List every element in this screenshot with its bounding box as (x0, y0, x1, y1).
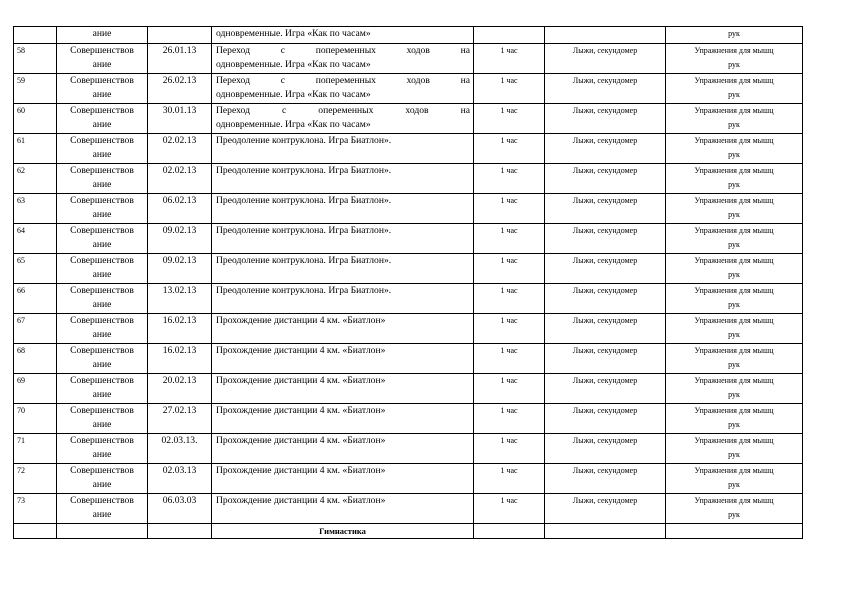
notes-line-2: рук (728, 150, 740, 159)
type-cell (57, 314, 148, 344)
type-cell (57, 134, 148, 164)
equipment-cell: Лыжи, секундомер (545, 344, 666, 374)
topic-cell (212, 254, 474, 284)
continuation-row (14, 27, 803, 44)
notes-cell (666, 44, 803, 74)
num-cell: 65 (14, 254, 57, 284)
notes-line-2: рук (728, 390, 740, 399)
equipment-cell: Лыжи, секундомер (545, 254, 666, 284)
notes-line-1: Упражнения для мышц (694, 166, 774, 175)
notes-cell (666, 134, 803, 164)
notes-line-1: Упражнения для мышц (694, 316, 774, 325)
date-cell: 20.02.13 (148, 374, 212, 404)
type-cell (57, 464, 148, 494)
type-line-1: Совершенствов (70, 45, 134, 56)
table-body (14, 27, 803, 539)
topic-line-1: Переход с попеременных ходов на (216, 45, 470, 56)
topic-line-1: Преодоление контруклона. Игра Биатлон». (216, 195, 392, 206)
type-line-1: Совершенствов (70, 255, 134, 266)
type-line-2: ание (92, 329, 112, 340)
topic-cell (212, 434, 474, 464)
topic-cell (212, 134, 474, 164)
topic-line-1: Преодоление контруклона. Игра Биатлон». (216, 225, 392, 236)
type-cell (57, 104, 148, 134)
notes-cell (666, 284, 803, 314)
topic-line-1: Прохождение дистанции 4 км. «Биатлон» (216, 405, 386, 416)
equipment-cell (545, 524, 666, 539)
type-cell (57, 254, 148, 284)
topic-line-2: одновременные. Игра «Как по часам» (216, 119, 371, 130)
topic-line-1: Прохождение дистанции 4 км. «Биатлон» (216, 435, 386, 446)
notes-line-1: Упражнения для мышц (694, 406, 774, 415)
topic-cell (212, 194, 474, 224)
type-line-2: ание (92, 359, 112, 370)
table-row (14, 134, 803, 164)
topic-line-2: одновременные. Игра «Как по часам» (216, 89, 371, 100)
equipment-cell: Лыжи, секундомер (545, 374, 666, 404)
notes-line-1: Упражнения для мышц (694, 346, 774, 355)
hours-cell: 1 час (474, 464, 545, 494)
type-line-1: Совершенствов (70, 165, 134, 176)
topic-line-1: Прохождение дистанции 4 км. «Биатлон» (216, 345, 386, 356)
num-cell: 60 (14, 104, 57, 134)
num-cell: 62 (14, 164, 57, 194)
table-row (14, 374, 803, 404)
date-cell: 09.02.13 (148, 254, 212, 284)
table-row (14, 104, 803, 134)
topic-cell (212, 404, 474, 434)
notes-cell (666, 374, 803, 404)
table-row (14, 194, 803, 224)
notes-cell (666, 164, 803, 194)
type-line-1: Совершенствов (70, 75, 134, 86)
notes-line-1: Упражнения для мышц (694, 46, 774, 55)
topic-line-1: Прохождение дистанции 4 км. «Биатлон» (216, 495, 386, 506)
hours-cell (474, 524, 545, 539)
notes-line-2: рук (728, 510, 740, 519)
table-row (14, 344, 803, 374)
notes-line-1: Упражнения для мышц (694, 196, 774, 205)
topic-cell (212, 344, 474, 374)
equipment-cell: Лыжи, секундомер (545, 314, 666, 344)
type-line-1: Совершенствов (70, 195, 134, 206)
notes-line-2: рук (728, 330, 740, 339)
notes-cell (666, 494, 803, 524)
notes-line-2: рук (728, 360, 740, 369)
date-cell: 27.02.13 (148, 404, 212, 434)
type-line-1: Совершенствов (70, 345, 134, 356)
notes-line-1: Упражнения для мышц (694, 376, 774, 385)
table-row (14, 494, 803, 524)
type-cell: ание (57, 27, 148, 44)
hours-cell: 1 час (474, 344, 545, 374)
notes-line-2: рук (728, 90, 740, 99)
topic-cell (212, 494, 474, 524)
table-row (14, 224, 803, 254)
hours-cell: 1 час (474, 134, 545, 164)
hours-cell: 1 час (474, 434, 545, 464)
topic-line-1: Переход с опеременных ходов на (216, 105, 470, 116)
topic-cell: одновременные. Игра «Как по часам» (212, 27, 474, 44)
notes-line-2: рук (728, 60, 740, 69)
notes-line-1: Упражнения для мышц (694, 436, 774, 445)
table-row (14, 164, 803, 194)
topic-cell (212, 464, 474, 494)
notes-cell (666, 74, 803, 104)
type-line-2: ание (92, 449, 112, 460)
date-cell: 06.02.13 (148, 194, 212, 224)
topic-line-1: Прохождение дистанции 4 км. «Биатлон» (216, 315, 386, 326)
equipment-cell: Лыжи, секундомер (545, 434, 666, 464)
num-cell: 64 (14, 224, 57, 254)
hours-cell: 1 час (474, 224, 545, 254)
type-line-2: ание (92, 419, 112, 430)
type-line-1: Совершенствов (70, 495, 134, 506)
date-cell: 02.02.13 (148, 164, 212, 194)
notes-cell (666, 224, 803, 254)
num-cell: 67 (14, 314, 57, 344)
notes-line-2: рук (728, 120, 740, 129)
type-cell (57, 344, 148, 374)
equipment-cell: Лыжи, секундомер (545, 494, 666, 524)
topic-cell (212, 74, 474, 104)
type-line-1: Совершенствов (70, 135, 134, 146)
type-cell (57, 434, 148, 464)
hours-cell: 1 час (474, 314, 545, 344)
hours-cell: 1 час (474, 164, 545, 194)
date-cell: 30.01.13 (148, 104, 212, 134)
type-line-2: ание (92, 239, 112, 250)
type-cell (57, 44, 148, 74)
hours-cell: 1 час (474, 404, 545, 434)
notes-cell (666, 194, 803, 224)
lesson-plan-table (13, 26, 803, 539)
equipment-cell (545, 27, 666, 44)
table-row (14, 74, 803, 104)
type-line-2: ание (92, 149, 112, 160)
topic-line-1: Преодоление контруклона. Игра Биатлон». (216, 165, 392, 176)
num-cell (14, 27, 57, 44)
equipment-cell: Лыжи, секундомер (545, 74, 666, 104)
notes-cell (666, 314, 803, 344)
notes-line-1: Упражнения для мышц (694, 496, 774, 505)
equipment-cell: Лыжи, секундомер (545, 194, 666, 224)
date-cell: 02.03.13 (148, 464, 212, 494)
notes-cell (666, 434, 803, 464)
num-cell: 73 (14, 494, 57, 524)
topic-cell (212, 104, 474, 134)
date-cell: 06.03.03 (148, 494, 212, 524)
notes-line-2: рук (728, 480, 740, 489)
topic-line-1: Переход с попеременных ходов на (216, 75, 470, 86)
notes-cell: рук (666, 27, 803, 44)
equipment-cell: Лыжи, секундомер (545, 284, 666, 314)
notes-line-1: Упражнения для мышц (694, 466, 774, 475)
notes-line-1: Упражнения для мышц (694, 106, 774, 115)
notes-line-2: рук (728, 270, 740, 279)
type-line-2: ание (92, 209, 112, 220)
num-cell: 59 (14, 74, 57, 104)
type-line-1: Совершенствов (70, 435, 134, 446)
hours-cell: 1 час (474, 194, 545, 224)
type-cell (57, 284, 148, 314)
notes-cell (666, 344, 803, 374)
type-line-2: ание (92, 179, 112, 190)
type-line-1: Совершенствов (70, 465, 134, 476)
hours-cell: 1 час (474, 284, 545, 314)
type-cell (57, 494, 148, 524)
topic-line-1: Прохождение дистанции 4 км. «Биатлон» (216, 375, 386, 386)
date-cell: 13.02.13 (148, 284, 212, 314)
date-cell: 26.01.13 (148, 44, 212, 74)
type-cell (57, 374, 148, 404)
topic-cell (212, 164, 474, 194)
type-line-1: Совершенствов (70, 105, 134, 116)
type-line-2: ание (92, 89, 112, 100)
type-line-2: ание (92, 479, 112, 490)
num-cell: 72 (14, 464, 57, 494)
notes-cell (666, 254, 803, 284)
notes-line-1: Упражнения для мышц (694, 226, 774, 235)
date-cell: 16.02.13 (148, 314, 212, 344)
notes-cell (666, 404, 803, 434)
num-cell: 71 (14, 434, 57, 464)
notes-cell (666, 524, 803, 539)
type-line-1: Совершенствов (70, 375, 134, 386)
table-row (14, 284, 803, 314)
notes-line-2: рук (728, 300, 740, 309)
topic-cell (212, 284, 474, 314)
equipment-cell: Лыжи, секундомер (545, 224, 666, 254)
type-cell (57, 404, 148, 434)
hours-cell: 1 час (474, 104, 545, 134)
notes-line-1: Упражнения для мышц (694, 136, 774, 145)
topic-cell (212, 374, 474, 404)
num-cell: 68 (14, 344, 57, 374)
type-cell (57, 224, 148, 254)
num-cell: 63 (14, 194, 57, 224)
num-cell: 58 (14, 44, 57, 74)
table-row (14, 314, 803, 344)
topic-line-1: Преодоление контруклона. Игра Биатлон». (216, 135, 392, 146)
topic-cell (212, 224, 474, 254)
type-line-1: Совершенствов (70, 315, 134, 326)
type-cell (57, 74, 148, 104)
type-cell (57, 524, 148, 539)
type-line-2: ание (92, 269, 112, 280)
num-cell: 70 (14, 404, 57, 434)
topic-cell (212, 314, 474, 344)
section-row (14, 524, 803, 539)
date-cell (148, 27, 212, 44)
type-line-1: Совершенствов (70, 225, 134, 236)
date-cell (148, 524, 212, 539)
notes-cell (666, 464, 803, 494)
notes-line-2: рук (728, 450, 740, 459)
hours-cell: 1 час (474, 494, 545, 524)
date-cell: 09.02.13 (148, 224, 212, 254)
notes-line-1: Упражнения для мышц (694, 76, 774, 85)
date-cell: 26.02.13 (148, 74, 212, 104)
topic-line-2: одновременные. Игра «Как по часам» (216, 59, 371, 70)
equipment-cell: Лыжи, секундомер (545, 464, 666, 494)
num-cell: 61 (14, 134, 57, 164)
table-row (14, 254, 803, 284)
type-cell (57, 164, 148, 194)
type-cell (57, 194, 148, 224)
num-cell: 69 (14, 374, 57, 404)
hours-cell: 1 час (474, 374, 545, 404)
date-cell: 02.03.13. (148, 434, 212, 464)
topic-line-1: Преодоление контруклона. Игра Биатлон». (216, 285, 392, 296)
equipment-cell: Лыжи, секундомер (545, 164, 666, 194)
type-line-2: ание (92, 299, 112, 310)
date-cell: 16.02.13 (148, 344, 212, 374)
type-line-2: ание (92, 389, 112, 400)
topic-cell (212, 44, 474, 74)
type-line-2: ание (92, 59, 112, 70)
type-line-2: ание (92, 119, 112, 130)
hours-cell: 1 час (474, 254, 545, 284)
equipment-cell: Лыжи, секундомер (545, 134, 666, 164)
notes-line-2: рук (728, 420, 740, 429)
topic-line-1: Преодоление контруклона. Игра Биатлон». (216, 255, 392, 266)
hours-cell: 1 час (474, 44, 545, 74)
table-row (14, 434, 803, 464)
notes-line-2: рук (728, 210, 740, 219)
equipment-cell: Лыжи, секундомер (545, 44, 666, 74)
type-line-1: Совершенствов (70, 405, 134, 416)
section-title: Гимнастика (212, 524, 474, 539)
table-row (14, 464, 803, 494)
notes-cell (666, 104, 803, 134)
num-cell (14, 524, 57, 539)
notes-line-2: рук (728, 180, 740, 189)
equipment-cell: Лыжи, секундомер (545, 404, 666, 434)
equipment-cell: Лыжи, секундомер (545, 104, 666, 134)
topic-line-1: Прохождение дистанции 4 км. «Биатлон» (216, 465, 386, 476)
type-line-2: ание (92, 509, 112, 520)
notes-line-2: рук (728, 240, 740, 249)
notes-line-1: Упражнения для мышц (694, 256, 774, 265)
type-line-1: Совершенствов (70, 285, 134, 296)
hours-cell (474, 27, 545, 44)
hours-cell: 1 час (474, 74, 545, 104)
table-row (14, 404, 803, 434)
table-row (14, 44, 803, 74)
notes-line-1: Упражнения для мышц (694, 286, 774, 295)
num-cell: 66 (14, 284, 57, 314)
date-cell: 02.02.13 (148, 134, 212, 164)
